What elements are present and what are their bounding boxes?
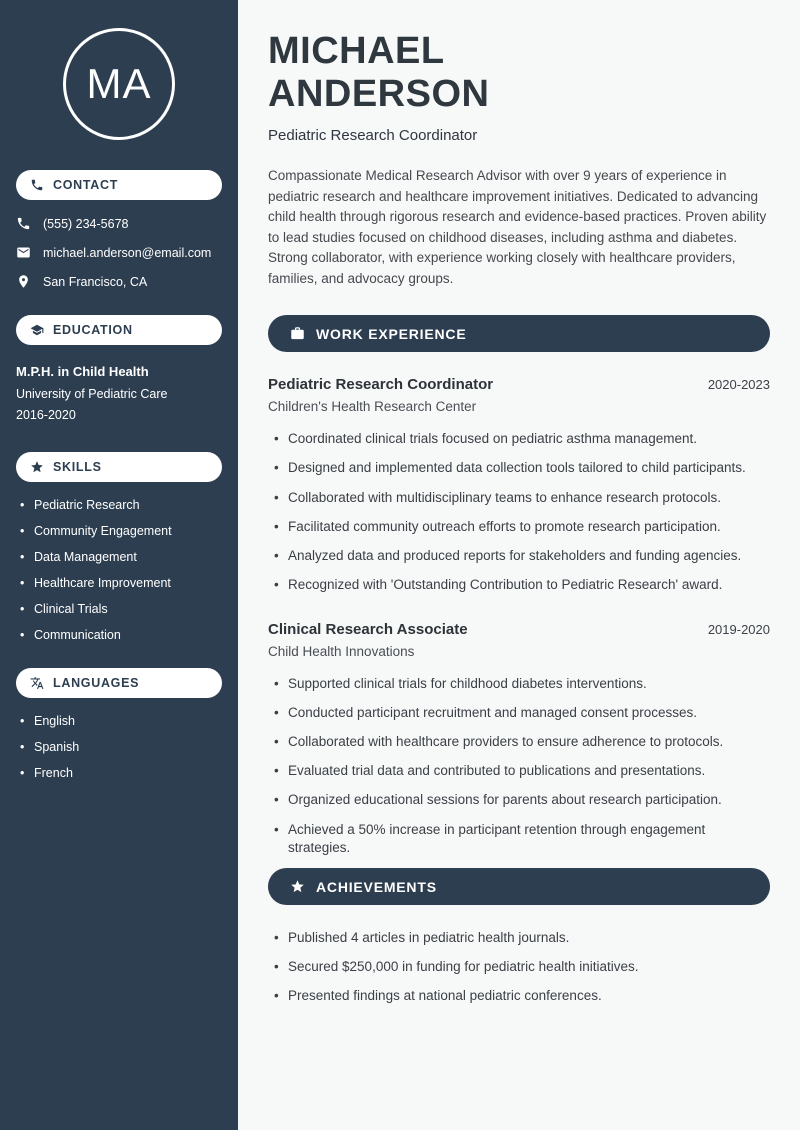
job-title: Clinical Research Associate <box>268 620 468 638</box>
skill-item: • Community Engagement <box>20 524 222 538</box>
job-header-row <box>268 376 770 393</box>
contact-email <box>16 245 222 260</box>
work-experience-banner <box>268 315 770 352</box>
job-bullet: • Evaluated trial data and contributed to publications and presentations. <box>272 762 770 780</box>
sidebar <box>0 0 238 1130</box>
job-title: Pediatric Research Coordinator <box>268 376 494 394</box>
skill-item: • Data Management <box>20 550 222 564</box>
translate-icon <box>30 676 44 690</box>
job-bullet: • Facilitated community outreach efforts to promote research participation. <box>272 518 770 536</box>
education-entry <box>16 361 222 426</box>
language-item: • French <box>20 766 222 780</box>
skill-item: • Healthcare Improvement <box>20 576 222 590</box>
languages-list <box>20 714 222 780</box>
job-bullet: • Organized educational sessions for parents about research participation. <box>272 791 770 809</box>
achievements-banner <box>268 868 770 905</box>
contact-phone <box>16 216 222 231</box>
resume-main <box>238 0 800 1130</box>
location-icon <box>16 274 31 289</box>
person-last-name: ANDERSON <box>268 72 490 115</box>
work-experience-header-label: WORK EXPERIENCE <box>316 325 467 342</box>
job-bullet: • Designed and implemented data collection tools tailored to child participants. <box>272 459 770 477</box>
job-header-row <box>268 621 770 638</box>
star-icon <box>290 879 305 894</box>
job-bullet: • Analyzed data and produced reports for stakeholders and funding agencies. <box>272 547 770 565</box>
job-bullet: • Recognized with 'Outstanding Contribution to Pediatric Research' award. <box>272 576 770 594</box>
job-bullet: • Coordinated clinical trials focused on pediatric asthma management. <box>272 430 770 448</box>
education-header-label: EDUCATION <box>53 323 133 337</box>
contact-email-value: michael.anderson@email.com <box>43 245 212 260</box>
contact-phone-value: (555) 234-5678 <box>43 216 129 231</box>
job-bullet: • Collaborated with healthcare providers to ensure adherence to protocols. <box>272 733 770 751</box>
skills-section-header <box>16 452 222 482</box>
avatar <box>63 28 175 140</box>
language-item: • Spanish <box>20 740 222 754</box>
skills-list <box>20 498 222 642</box>
email-icon <box>16 245 31 260</box>
skill-item: • Communication <box>20 628 222 642</box>
graduation-cap-icon <box>30 323 44 337</box>
job-bullet: • Achieved a 50% increase in participant retention through engagement strategies. <box>272 821 770 857</box>
education-section-header <box>16 315 222 345</box>
star-icon <box>30 460 44 474</box>
skill-item: • Pediatric Research <box>20 498 222 512</box>
job-dates: 2019-2020 <box>707 621 770 637</box>
contact-list <box>16 216 222 289</box>
contact-section-header <box>16 170 222 200</box>
job-bullet-list <box>272 430 770 594</box>
languages-section-header <box>16 668 222 698</box>
summary-paragraph: Compassionate Medical Research Advisor with over 9 years of experience in pediatric research and healthcare improvement initiatives. Dedicated to advancing child health through rigorous research and evidence-based practices. Proven ability to lead studies focused on childhood diseases, including asthma and diabetes. Strong collaborator, with experience working closely with healthcare providers, families, and advocacy groups. <box>268 168 767 286</box>
job-company: Children's Health Research Center <box>268 399 477 415</box>
skill-item: • Clinical Trials <box>20 602 222 616</box>
education-degree: M.P.H. in Child Health <box>16 364 149 379</box>
education-years: 2016-2020 <box>16 408 76 423</box>
job-company: Child Health Innovations <box>268 643 415 659</box>
briefcase-icon <box>290 326 305 341</box>
phone-icon <box>30 178 44 192</box>
phone-icon <box>16 216 31 231</box>
avatar-initials: MA <box>86 60 152 107</box>
job-bullet-list <box>272 675 770 858</box>
contact-header-label: CONTACT <box>53 178 119 192</box>
languages-header-label: LANGUAGES <box>53 675 140 690</box>
achievement-bullet: • Secured $250,000 in funding for pediatric health initiatives. <box>272 958 770 976</box>
person-name <box>268 30 770 115</box>
achievements-list <box>272 929 770 1006</box>
job-bullet: • Supported clinical trials for childhood diabetes interventions. <box>272 675 770 693</box>
contact-location <box>16 274 222 289</box>
achievement-bullet: • Presented findings at national pediatric conferences. <box>272 987 770 1005</box>
language-item: • English <box>20 714 222 728</box>
education-school: University of Pediatric Care <box>16 387 168 402</box>
contact-location-value: San Francisco, CA <box>43 274 148 289</box>
skills-header-label: SKILLS <box>53 459 102 474</box>
job-bullet: • Collaborated with multidisciplinary teams to enhance research protocols. <box>272 489 770 507</box>
job-bullet: • Conducted participant recruitment and managed consent processes. <box>272 704 770 722</box>
person-job-title: Pediatric Research Coordinator <box>268 127 478 145</box>
job-entry <box>268 621 770 858</box>
achievement-bullet: • Published 4 articles in pediatric health journals. <box>272 929 770 947</box>
achievements-header-label: ACHIEVEMENTS <box>316 878 437 895</box>
job-entry <box>268 376 770 594</box>
job-dates: 2020-2023 <box>707 377 770 393</box>
person-first-name: MICHAEL <box>268 30 445 72</box>
